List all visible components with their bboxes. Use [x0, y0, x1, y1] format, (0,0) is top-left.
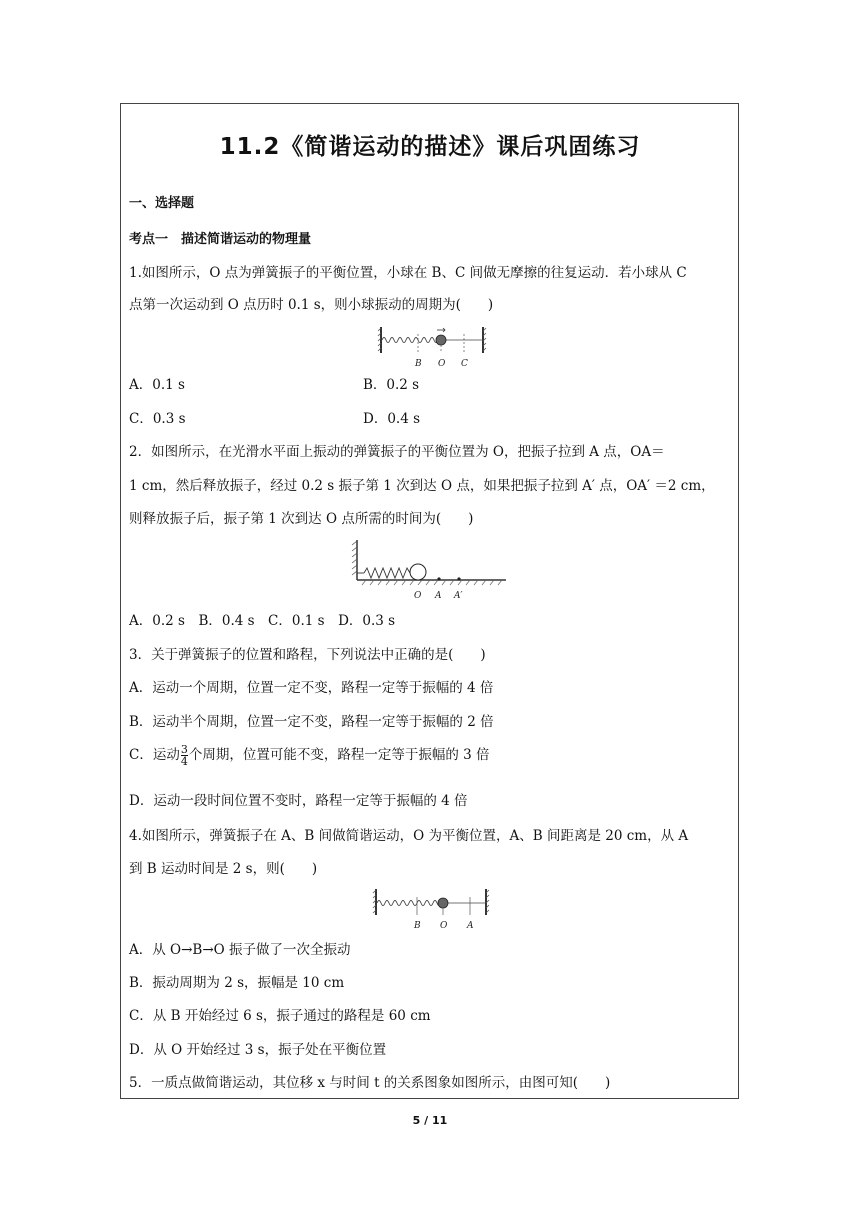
section-heading: 一、选择题: [129, 196, 195, 211]
q4-line2: 到 B 运动时间是 2 s，则( ): [129, 861, 318, 877]
section-subheading: 考点一 描述简谐运动的物理量: [129, 232, 312, 247]
q1-option-b: B．0.2 s: [363, 377, 420, 393]
q2-fig-label-a: A: [435, 591, 442, 601]
q3-option-a: A．运动一个周期，位置一定不变，路程一定等于振幅的 4 倍: [129, 680, 494, 696]
q2-fig-label-o: O: [414, 591, 422, 601]
q3-option-d: D．运动一段时间位置不变时，路程一定等于振幅的 4 倍: [129, 793, 468, 809]
q5-stem: 5．一质点做简谐运动，其位移 x 与时间 t 的关系图象如图所示，由图可知( ): [129, 1075, 611, 1091]
q3-option-c-prefix: C．运动: [129, 747, 180, 763]
q4-spring-figure: [373, 887, 491, 933]
fraction-numerator: 3: [180, 743, 188, 756]
document-title: 11.2《简谐运动的描述》课后巩固练习: [219, 134, 641, 160]
fraction: [181, 744, 188, 767]
q4-fig-label-a: A: [467, 921, 474, 931]
q4-option-d: D．从 O 开始经过 3 s，振子处在平衡位置: [129, 1042, 387, 1058]
q4-fig-label-b: B: [414, 921, 421, 931]
q1-line2: 点第一次运动到 O 点历时 0.1 s，则小球振动的周期为( ): [129, 297, 494, 313]
q1-option-a: A．0.1 s: [129, 377, 185, 393]
q1-option-c: C．0.3 s: [129, 411, 186, 427]
q3-option-c: [129, 744, 490, 767]
q2-line1: 2．如图所示，在光滑水平面上振动的弹簧振子的平衡位置为 O，把振子拉到 A 点，OA＝: [129, 444, 665, 460]
q1-fig-label-c: C: [461, 359, 468, 369]
q1-spring-figure: [378, 325, 488, 371]
q3-stem: 3．关于弹簧振子的位置和路程，下列说法中正确的是( ): [129, 647, 486, 663]
q2-line3: 则释放振子后，振子第 1 次到达 O 点所需的时间为( ): [129, 511, 474, 527]
q2-line2: 1 cm，然后释放振子，经过 0.2 s 振子第 1 次到达 O 点，如果把振子拉到 A′ 点，OA′ ＝2 cm，: [129, 478, 715, 494]
q2-fig-label-a-prime: A′: [454, 591, 463, 601]
q1-fig-label-o: O: [438, 359, 446, 369]
q4-option-b: B．振动周期为 2 s，振幅是 10 cm: [129, 975, 345, 991]
q4-line1: 4.如图所示，弹簧振子在 A、B 间做简谐运动，O 为平衡位置，A、B 间距离是 20 cm，从 A: [129, 828, 689, 844]
q1-option-d: D．0.4 s: [363, 411, 421, 427]
q3-option-c-suffix: 个周期，位置可能不变，路程一定等于振幅的 3 倍: [188, 747, 490, 763]
q2-spring-figure: [352, 538, 508, 604]
q3-option-b: B．运动半个周期，位置一定不变，路程一定等于振幅的 2 倍: [129, 714, 494, 730]
q2-options: A．0.2 s B．0.4 s C．0.1 s D．0.3 s: [129, 613, 396, 629]
q1-line1: 1.如图所示，O 点为弹簧振子的平衡位置，小球在 B、C 间做无摩擦的往复运动．若小球从 C: [129, 265, 687, 281]
q4-option-c: C．从 B 开始经过 6 s，振子通过的路程是 60 cm: [129, 1008, 431, 1024]
q4-fig-label-o: O: [440, 921, 448, 931]
q4-option-a: A．从 O→B→O 振子做了一次全振动: [129, 942, 351, 958]
fraction-denominator: 4: [180, 755, 188, 768]
q1-fig-label-b: B: [415, 359, 422, 369]
page-number: 5 / 11: [412, 1114, 448, 1127]
